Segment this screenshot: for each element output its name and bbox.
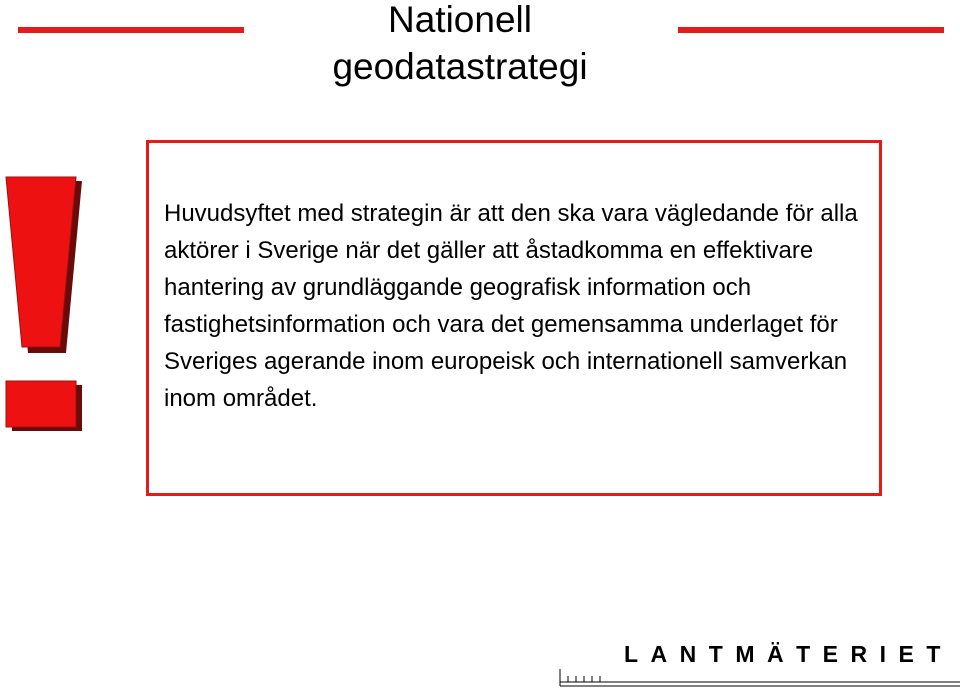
title-line-2: geodatastrategi: [332, 46, 588, 87]
statement-box: [146, 140, 882, 496]
title-rule-right: [678, 27, 944, 33]
title-line-1: Nationell: [388, 0, 532, 40]
title-rule-left: [18, 27, 244, 33]
logo-wordmark: LANTMÄTERIET: [624, 641, 953, 667]
exclamation-icon: [0, 175, 90, 435]
page-title: [260, 0, 660, 90]
statement-text: Huvudsyftet med strategin är att den ska vara vägledande för alla aktörer i Sverige när det gäller att åstadkomma en effektivare hantering av grundläggande geografisk information och fastighetsinformation och vara det gemensamma underlaget för Sveriges agerande inom europeisk och internationell samverkan inom området.: [164, 200, 858, 412]
